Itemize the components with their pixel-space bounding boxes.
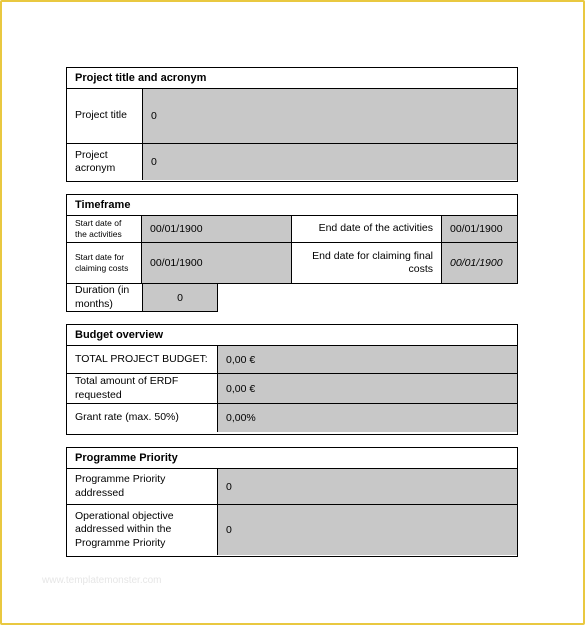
budget-grant-row (67, 404, 517, 432)
budget-heading: Budget overview (67, 325, 517, 346)
grant-rate-value[interactable]: 0,00% (218, 404, 517, 432)
project-title-value[interactable]: 0 (143, 89, 517, 143)
project-heading: Project title and acronym (67, 68, 517, 89)
start-costs-value[interactable]: 00/01/1900 (142, 243, 292, 283)
priority-section (66, 447, 518, 557)
priority-heading: Programme Priority (67, 448, 517, 469)
project-acronym-value[interactable]: 0 (143, 144, 517, 180)
start-costs-label: Start date for claiming costs (67, 243, 142, 283)
erdf-label: Total amount of ERDF requested (67, 374, 218, 403)
project-section (66, 67, 518, 182)
erdf-value[interactable]: 0,00 € (218, 374, 517, 403)
end-costs-value[interactable]: 00/01/1900 (442, 243, 517, 283)
objective-value[interactable]: 0 (218, 505, 517, 555)
timeframe-activities-row (67, 216, 517, 243)
project-acronym-label: Project acronym (67, 144, 143, 180)
timeframe-heading: Timeframe (67, 195, 517, 216)
end-activities-label: End date of the activities (292, 216, 442, 242)
end-activities-value[interactable]: 00/01/1900 (442, 216, 517, 242)
priority-addressed-label: Programme Priority addressed (67, 469, 218, 504)
timeframe-costs-row (67, 243, 517, 283)
duration-label: Duration (in months) (67, 284, 143, 311)
duration-box (66, 283, 218, 312)
budget-erdf-row (67, 374, 517, 404)
start-activities-label: Start date of the activities (67, 216, 142, 242)
grant-rate-label: Grant rate (max. 50%) (67, 404, 218, 432)
total-budget-label: TOTAL PROJECT BUDGET: (67, 346, 218, 373)
priority-addressed-row (67, 469, 517, 505)
document-page (2, 2, 583, 623)
budget-section (66, 324, 518, 435)
project-acronym-row (67, 144, 517, 180)
project-title-label: Project title (67, 89, 143, 143)
objective-label: Operational objective addressed within the Programme Priority (67, 505, 218, 555)
project-title-row (67, 89, 517, 144)
timeframe-section (66, 194, 518, 284)
total-budget-value[interactable]: 0,00 € (218, 346, 517, 373)
watermark: www.templatemonster.com (42, 575, 162, 586)
priority-addressed-value[interactable]: 0 (218, 469, 517, 504)
budget-total-row (67, 346, 517, 374)
end-costs-label: End date for claiming final costs (292, 243, 442, 283)
priority-objective-row (67, 505, 517, 555)
duration-value[interactable]: 0 (143, 284, 217, 311)
start-activities-value[interactable]: 00/01/1900 (142, 216, 292, 242)
